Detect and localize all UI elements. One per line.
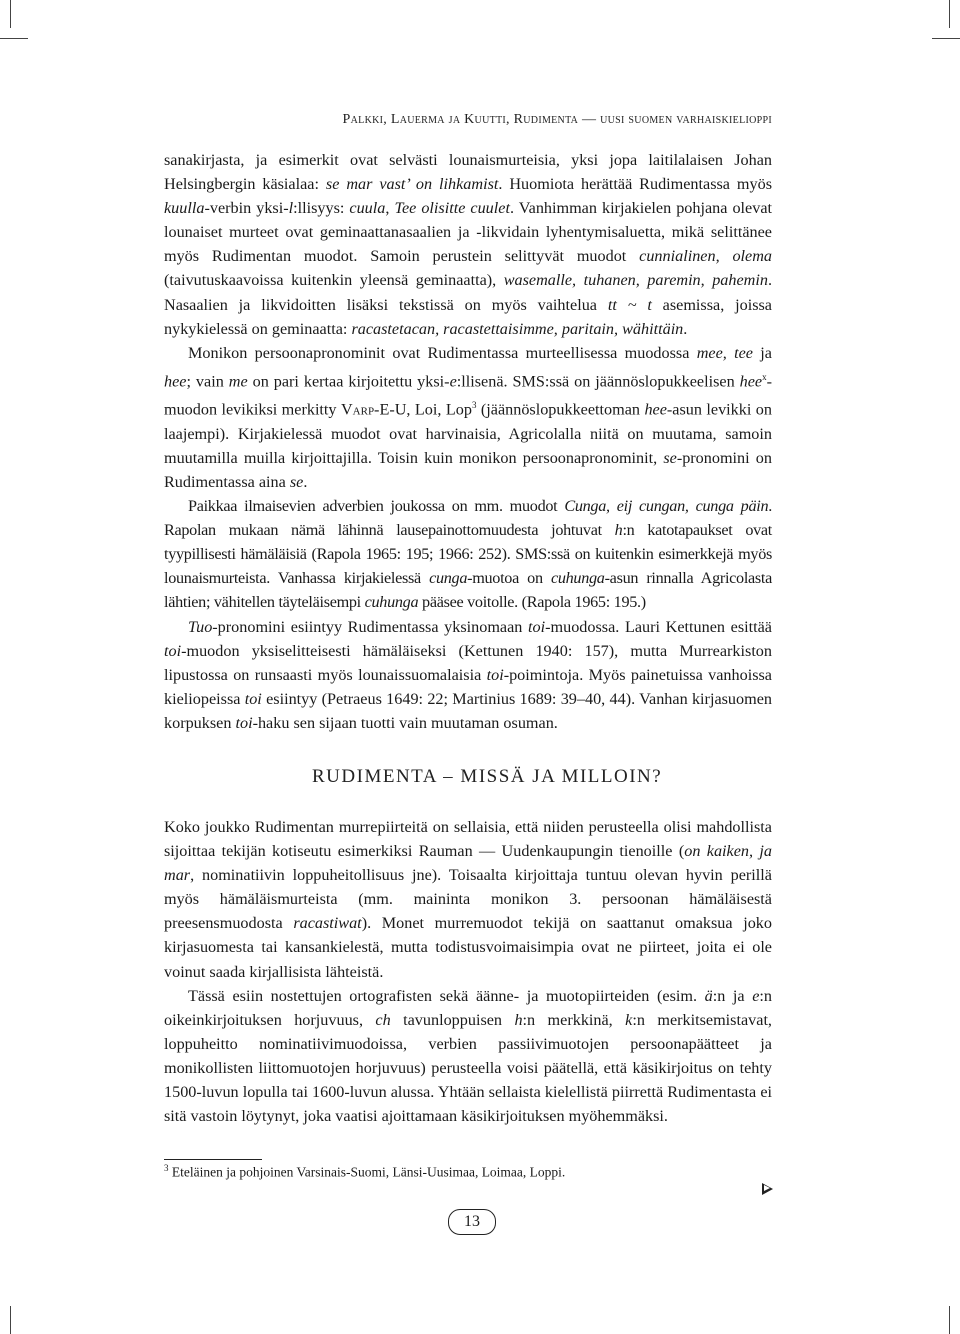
running-header: Palkki, Lauerma ja Kuutti, Rudimenta — uusi suomen varhaiskielioppi — [342, 112, 772, 127]
crop-mark-left-vertical — [10, 0, 11, 28]
page-number: 13 — [448, 1209, 496, 1235]
paragraph-2: Monikon persoonapronominit ovat Rudimentassa murteellisessa muodossa mee, tee ja hee; vain me on pari kertaa kirjoitettu yksi-e:llisenä. SMS:ssä on jäännöslopukkeelisen hee$^x$-muodon levikiksi merkitty Varp-E-U, Loi, Lop$^3$ (jäännöslopukkeettoman hee-asun levikki on laajempi). Kirjakielessä muodot ovat harvinaisia, Agricolalla niitä on muutama, samoin muutamilla muilla kirjoittajilla. Toisin kuin monikon persoonapronominit, se-pronomini on Rudimentassa aina se. — [164, 343, 772, 491]
paragraph-5: Koko joukko Rudimentan murrepiirteitä on sellaisia, että niiden perusteella olisi mahdollista sijoittaa tekijän kotiseutu esimerkiksi Rauman — Uudenkaupungin tienoille (on kaiken, ja mar, nominatiivin loppuheitollisuus jne). Toisaalta kirjoittaja tuntuu olevan hyvin perillä myös hämäläismurteista (mm. maininta monikon 3. persoonan hämäläisestä preesensmuodosta racastiwat). Monet murremuodot tekijä on saattanut omaksua joko kirjasuomesta tai kansankielestä, mutta todistusvoimaisimpia ovat ne piirteet, joita ei ole voinut saada kirjallisista lähteistä. — [164, 818, 772, 981]
footnote-number: 3 — [164, 1163, 169, 1173]
footnote-text: Eteläinen ja pohjoinen Varsinais-Suomi, Länsi-Uusimaa, Loimaa, Loppi. — [168, 1164, 566, 1180]
crop-mark-right-vertical — [949, 0, 950, 28]
section-heading: RUDIMENTA – MISSÄ JA MILLOIN? — [312, 766, 663, 787]
paragraph-3: Paikkaa ilmaisevien adverbien joukossa on mm. muodot Cunga, eij cungan, cunga päin. Rapolan mukaan nämä lähinnä lausepainottomuudesta johtuvat h:n katotapaukset ovat tyypillisesti hämäläisiä (Rapola 1965: 195; 1966: 252). SMS:ssä on kuitenkin esimerkkejä myös lounaismurteista. Vanhassa kirjakielessä cunga-muotoa on cuhunga-asun rinnalla Agricolasta lähtien; vähitellen täyteläisempi cuhunga pääsee voitolle. (Rapola 1965: 195.) — [164, 497, 772, 612]
crop-mark-bottom-left-vertical — [10, 1306, 11, 1334]
paragraph-1: sanakirjasta, ja esimerkit ovat selvästi lounaismurteisia, yksi jopa laitilalaisen Johan Helsingbergin käsialaa: se mar vast’ on lihkamist. Huomiota herättää Rudimentassa myös kuulla-verbin yksi-l:llisyys: cuula, Tee olisitte cuulet. Vanhimman kirjakielen pohjana olevat lounaiset murteet ovat geminaattanasaalien ja -likvidain lyhentymisaluetta, mikä selittänee myös Rudimentan muodot. Samoin perustein selittyvät muodot cunnialinen, olema (taivutuskaavoissa kuitenkin yleensä geminaatta), wasemalle, tuhanen, paremin, pahemin. Nasaalien ja likvidoitten lisäksi tekstissä on myös vaihtelua tt ~ t asemissa, joissa nykykielessä on geminaatta: racastetacan, racastettaisimme, paritain, wähittäin. — [164, 151, 773, 338]
footnote — [164, 1163, 565, 1181]
crop-mark-bottom-right-vertical — [949, 1306, 950, 1334]
paragraph-4: Tuo-pronomini esiintyy Rudimentassa yksinomaan toi-muodossa. Lauri Kettunen esittää toi-muodon yksiselitteisesti hämäläiseksi (Kettunen 1940: 157), mutta Murrearkiston lipustossa on runsaasti myös lounaissuomalaisia toi-poimintoja. Myös painetuissa vanhoissa kieliopeissa toi esiintyy (Petraeus 1649: 22; Martinius 1689: 39–40, 44). Vanhan kirjasuomen korpuksen toi-haku sen sijaan tuotti vain muutaman osuman. — [164, 617, 772, 732]
paragraph-6: Tässä esiin nostettujen ortografisten sekä äänne- ja muotopiirteiden (esim. ä:n ja e:n oikeinkirjoituksen horjuvuus, ch tavunloppuisen h:n merkkinä, k:n merkitsemistavat, loppuheitto nominatiivimuodoissa, verbien passiivimuotojen persoonapäätteet ja monikollisten liittomuotojen horjuvuus) perusteella voisi päätellä, että käsikirjoitus on tehty 1500-luvun lopulla tai 1600-luvun alussa. Yhtään sellaista kielellistä piirrettä Rudimentasta ei sitä vastoin löytynyt, joka vaatisi ajoittamaan käsikirjoituksen myöhemmäksi. — [164, 986, 772, 1126]
crop-mark-left-horizontal — [0, 38, 28, 39]
crop-mark-right-horizontal — [932, 38, 960, 39]
next-page-triangle-icon[interactable] — [762, 1183, 773, 1195]
body-text-lower — [164, 815, 772, 1128]
footnote-rule — [164, 1159, 262, 1160]
body-text-upper — [164, 148, 772, 735]
